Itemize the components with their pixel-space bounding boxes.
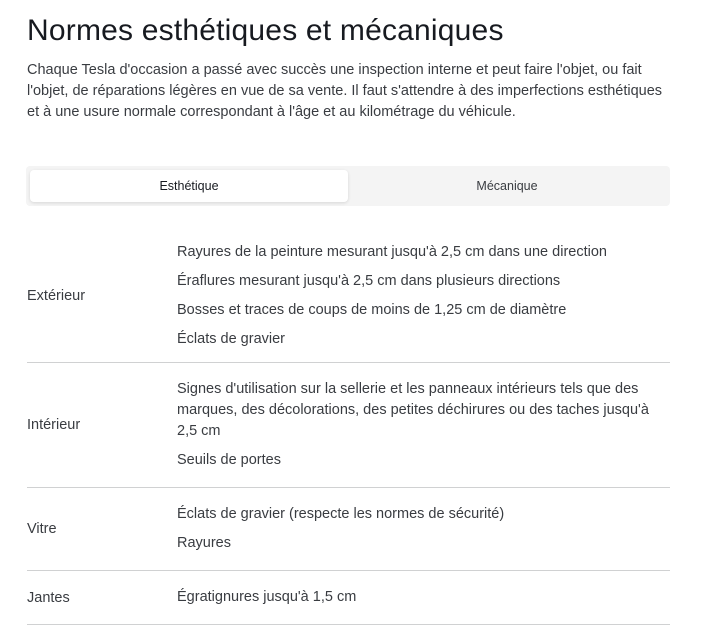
table-row-vitre: [27, 488, 670, 571]
row-items: [177, 363, 670, 487]
tab-esthetique[interactable]: Esthétique: [30, 170, 348, 202]
list-item: Bosses et traces de coups de moins de 1,25 cm de diamètre: [177, 302, 567, 318]
list-item: Éclats de gravier: [177, 331, 285, 347]
row-items: [177, 230, 670, 362]
intro-text: Chaque Tesla d'occasion a passé avec succès une inspection interne et peut faire l'objet, ou fait l'objet, de réparations légères en vue de sa vente. Il faut s'attendre à des imperfections esthétiques et à une usure normale correspondant à l'âge et au kilométrage du véhicule.: [27, 62, 663, 120]
tab-bar: [26, 166, 670, 206]
list-item: Éclats de gravier (respecte les normes de sécurité): [177, 506, 505, 522]
tab-mecanique[interactable]: Mécanique: [476, 179, 538, 193]
list-item: Signes d'utilisation sur la sellerie et les panneaux intérieurs tels que des marques, des décolorations, des petites déchirures ou des taches jusqu'à 2,5 cm: [177, 381, 649, 439]
table-row-interieur: [27, 363, 670, 488]
table-row-jantes: [27, 571, 670, 625]
list-item: Éraflures mesurant jusqu'à 2,5 cm dans plusieurs directions: [177, 273, 561, 289]
row-items: [177, 571, 670, 624]
row-label: Extérieur: [27, 288, 86, 304]
list-item: Seuils de portes: [177, 452, 281, 468]
standards-table: [27, 230, 670, 625]
row-items: [177, 488, 670, 570]
list-item: Égratignures jusqu'à 1,5 cm: [177, 589, 357, 605]
list-item: Rayures de la peinture mesurant jusqu'à 2,5 cm dans une direction: [177, 244, 607, 260]
row-label: Jantes: [27, 589, 70, 606]
row-label: Intérieur: [27, 417, 81, 433]
page-title: Normes esthétiques et mécaniques: [27, 14, 504, 47]
table-row-exterieur: [27, 230, 670, 363]
row-label: Vitre: [27, 521, 57, 537]
list-item: Rayures: [177, 535, 231, 551]
